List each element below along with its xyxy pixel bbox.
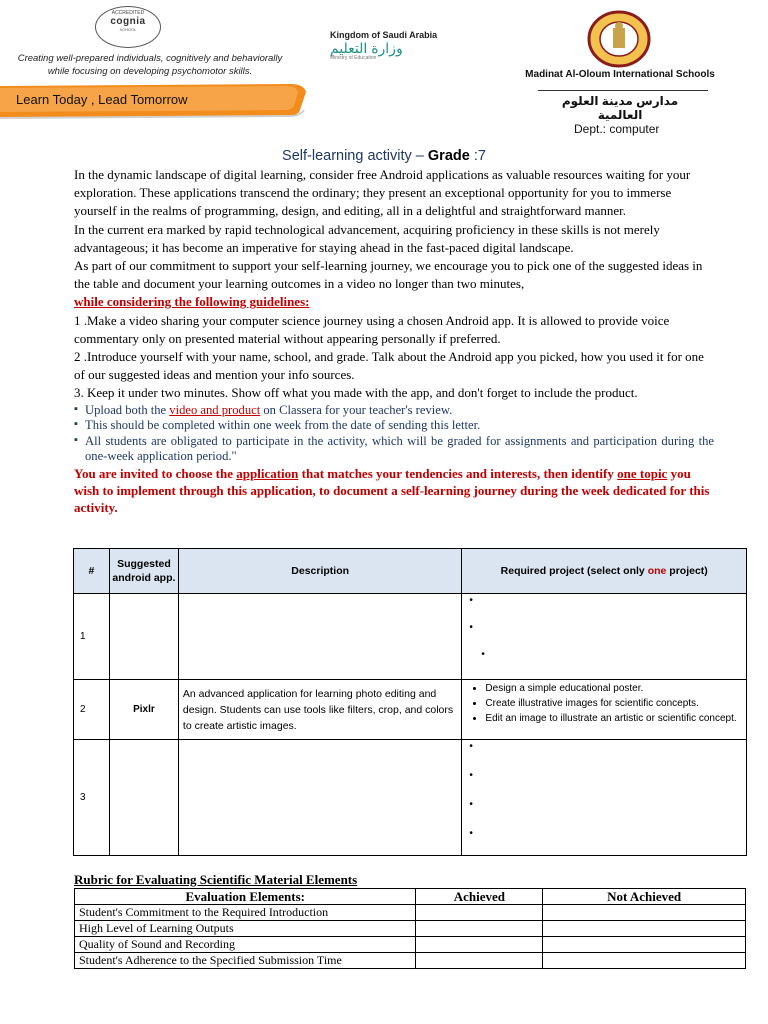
- title-grade-label: Grade: [427, 148, 470, 164]
- header-number: #: [74, 549, 110, 594]
- rubric-achieved-cell[interactable]: [416, 937, 543, 953]
- upload-link[interactable]: video and product: [169, 402, 261, 417]
- intro-paragraph-1: In the dynamic landscape of digital learning, consider free Android applications as valuable resources waiting for your exploration. These applications transcend the ordinary; they present an exceptional opportunity for you to immerse yourself in the realms of programming, design, and editing, all in a delightful and straightforward manner.: [74, 167, 691, 219]
- rubric-not-achieved-cell[interactable]: [543, 921, 746, 937]
- rubric-header-row: [75, 889, 746, 905]
- invite-part-2: that matches your tendencies and interests, then identify: [298, 465, 618, 481]
- upload-text-pre: Upload both the: [85, 402, 170, 417]
- instructions-list: [74, 403, 714, 465]
- school-tagline: [10, 52, 290, 78]
- invite-one-topic: one topic: [617, 465, 668, 481]
- rubric-achieved-cell[interactable]: [416, 905, 543, 921]
- upload-text-post: on Classera for your teacher's review.: [260, 402, 453, 417]
- ministry-subtitle: Ministry of Education: [330, 55, 377, 61]
- project-item: • Edit an image to illustrate an artistic or scientific concept.: [485, 711, 745, 726]
- invite-application: application: [236, 465, 299, 481]
- table-header-row: [74, 549, 747, 594]
- bullet-dot: •: [469, 741, 473, 752]
- bullet-upload: [74, 403, 714, 419]
- bullet-obligation: ▪ All students are obligated to participate in the activity, which will be graded for assignments and participation during the one-week application period.": [74, 434, 714, 465]
- bullet-dot: •: [469, 828, 473, 839]
- divider: [538, 90, 708, 91]
- invitation-text: [74, 465, 714, 516]
- row-app: Pixlr: [109, 680, 178, 740]
- department-label: Dept.: computer: [574, 122, 660, 136]
- table-row: [74, 740, 747, 856]
- invite-part-3: you wish to implement through this application, to document a self-learning journey during the week dedicated for this activity.: [74, 465, 710, 515]
- bullet-dot: •: [469, 799, 473, 810]
- rubric-row: [75, 921, 746, 937]
- header-description: Description: [178, 549, 462, 594]
- cognia-logo-name: cognia: [110, 16, 146, 27]
- invite-part-1: You are invited to choose the: [74, 465, 237, 481]
- tagline-line-1: Creating well-prepared individuals, cognitively and behaviorally: [17, 53, 283, 64]
- rubric-element: Quality of Sound and Recording: [75, 937, 416, 953]
- header-required-project: [462, 549, 747, 594]
- rubric-table: [74, 888, 746, 969]
- rubric-not-achieved-cell[interactable]: [543, 937, 746, 953]
- row-number: 3: [74, 740, 110, 856]
- bullet-dot: •: [481, 649, 485, 660]
- rubric-title: Rubric for Evaluating Scientific Material Elements: [74, 872, 358, 887]
- guideline-2: 2 .Introduce yourself with your name, school, and grade. Talk about the Android app you picked, how you used it for one of our suggested ideas and mention your info sources.: [74, 349, 704, 383]
- row-app: [109, 594, 178, 680]
- row-projects: [462, 740, 747, 856]
- rubric-row: [75, 937, 746, 953]
- intro-paragraph-3: As part of our commitment to support your self-learning journey, we encourage you to pick one of the suggested ideas in the table and document your learning outcomes in a video no longer than two minutes,: [74, 258, 703, 292]
- cognia-logo-bottom: SCHOOL: [119, 27, 137, 32]
- rubric-header-not-achieved: Not Achieved: [543, 889, 746, 905]
- table-row: [74, 680, 747, 740]
- guidelines-heading: while considering the following guidelines:: [74, 294, 310, 310]
- school-name: Madinat Al-Oloum International Schools: [525, 69, 715, 80]
- rubric-header-achieved: Achieved: [416, 889, 543, 905]
- bullet-dot: •: [469, 770, 473, 781]
- title-grade-value: :7: [469, 148, 486, 164]
- banner-slogan: Learn Today , Lead Tomorrow: [16, 92, 188, 107]
- rubric-row: [75, 953, 746, 969]
- rubric-header-element: Evaluation Elements:: [75, 889, 416, 905]
- ministry-logo: [330, 30, 450, 61]
- row-projects: [462, 594, 747, 680]
- table-row: [74, 594, 747, 680]
- guideline-3: 3. Keep it under two minutes. Show off what you made with the app, and don't forget to include the product.: [74, 385, 638, 401]
- header-req-pre: Required project (select only: [500, 565, 648, 577]
- project-list: [463, 681, 745, 726]
- ministry-arabic: وزارة التعليم: [330, 40, 403, 56]
- rubric-element: Student's Commitment to the Required Introduction: [75, 905, 416, 921]
- empty-bullets: [463, 595, 745, 669]
- ministry-country: Kingdom of Saudi Arabia: [330, 30, 438, 40]
- row-description: An advanced application for learning photo editing and design. Students can use tools like filters, crop, and colors to create artistic images.: [178, 680, 462, 740]
- row-description: [178, 594, 462, 680]
- header-req-post: project): [666, 565, 708, 577]
- intro-paragraph-2: In the current era marked by rapid technological advancement, acquiring proficiency in these skills is not merely advantageous; it has become an imperative for staying ahead in the fast-paced digital landscape.: [74, 221, 660, 255]
- row-number: 2: [74, 680, 110, 740]
- row-number: 1: [74, 594, 110, 680]
- cognia-logo-top: ACCREDITED: [111, 10, 145, 16]
- project-item: • Design a simple educational poster.: [485, 681, 745, 696]
- row-description: [178, 740, 462, 856]
- row-app: [109, 740, 178, 856]
- rubric-element: High Level of Learning Outputs: [75, 921, 416, 937]
- guideline-1: 1 .Make a video sharing your computer science journey using a chosen Android app. It is allowed to provide voice commentary only on presented material without appearing personally if preferred.: [74, 312, 670, 346]
- projects-table: [73, 548, 747, 856]
- bullet-dot: •: [469, 595, 473, 606]
- row-projects: [462, 680, 747, 740]
- school-seal-logo: [587, 10, 651, 68]
- rubric-not-achieved-cell[interactable]: [543, 953, 746, 969]
- page-title: [0, 148, 768, 164]
- bullet-dot: •: [469, 622, 473, 633]
- empty-bullets: [463, 741, 745, 848]
- tagline-line-2: while focusing on developing psychomotor skills.: [47, 66, 253, 77]
- bullet-completion: ▪ This should be completed within one week from the date of sending this letter.: [74, 418, 714, 434]
- cognia-logo: [95, 6, 161, 48]
- rubric-achieved-cell[interactable]: [416, 921, 543, 937]
- rubric-element: Student's Adherence to the Specified Submission Time: [75, 953, 416, 969]
- header-app: Suggested android app.: [109, 549, 178, 594]
- rubric-row: [75, 905, 746, 921]
- activity-description: [74, 166, 714, 516]
- school-name-arabic: مدارس مدينة العلوم العالمية: [561, 94, 679, 122]
- rubric-achieved-cell[interactable]: [416, 953, 543, 969]
- title-prefix: Self-learning activity –: [282, 148, 428, 164]
- rubric-not-achieved-cell[interactable]: [543, 905, 746, 921]
- header-req-one: one: [647, 565, 667, 577]
- project-item: • Create illustrative images for scientific concepts.: [485, 696, 745, 711]
